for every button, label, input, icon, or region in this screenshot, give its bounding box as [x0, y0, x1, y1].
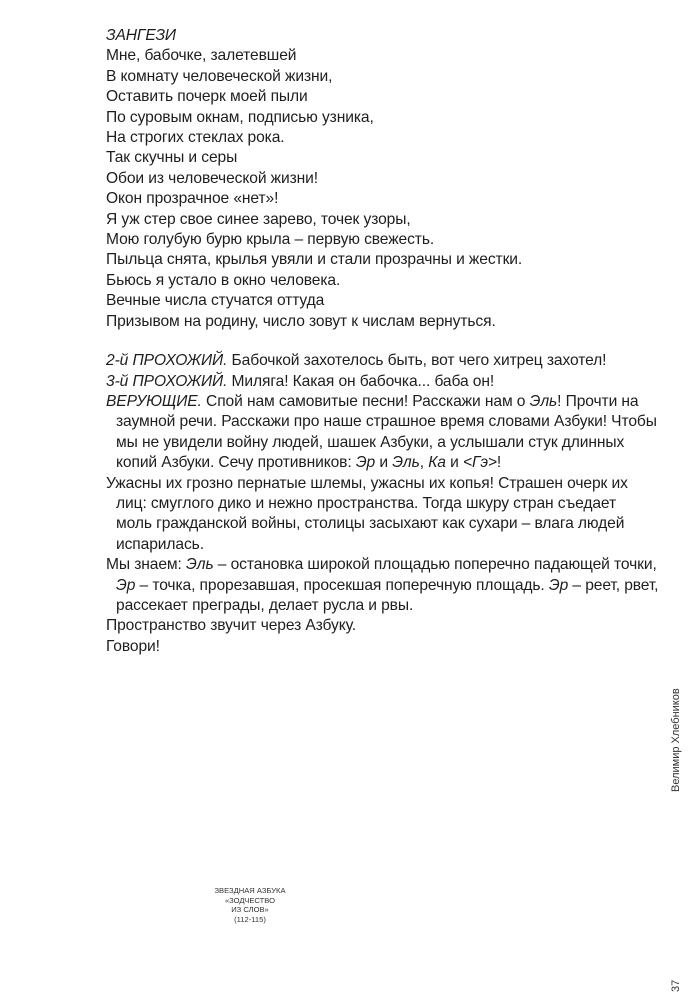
- poem-line: На строгих стеклах рока.: [106, 129, 285, 147]
- poem-line: Мне, бабочке, залетевшей: [106, 47, 297, 65]
- prose-line: Говори!: [106, 637, 160, 655]
- dialogue-believers: [106, 392, 657, 474]
- speaker-name: 3-й ПРОХОЖИЙ.: [106, 372, 228, 390]
- prose-paragraph: [106, 474, 626, 556]
- poem-line: Окон прозрачное «нет»!: [106, 190, 279, 208]
- poem-speaker: ЗАНГЕЗИ: [106, 27, 176, 44]
- speech-line: испарилась.: [116, 535, 204, 553]
- poem-line: Так скучны и серы: [106, 149, 238, 167]
- reference-line: ИЗ СЛОВ»: [231, 905, 269, 915]
- poem-line: Призывом на родину, число зовут к числам вернуться.: [106, 312, 496, 330]
- speech-line: Мы знаем: Эль – остановка широкой площадью поперечно падающей точки,: [106, 556, 657, 574]
- speech-text: Бабочкой захотелось быть, вот чего хитрец захотел!: [227, 352, 607, 370]
- poem-line: Обои из человеческой жизни!: [106, 169, 319, 187]
- speech-line: Ужасны их грозно пернатые шлемы, ужасны их копья! Страшен очерк их: [106, 474, 628, 492]
- speech-line: моль гражданской войны, столицы засыхают как сухари – влага людей: [116, 515, 625, 533]
- source-reference: [200, 886, 300, 924]
- main-text: [106, 26, 659, 657]
- poem-line: Пыльца снята, крылья увяли и стали прозрачны и жестки.: [106, 251, 523, 269]
- poem-line: Бьюсь я устало в окно человека.: [106, 271, 341, 289]
- poem-line: Вечные числа стучатся оттуда: [106, 292, 325, 310]
- poem-line: Оставить почерк моей пыли: [106, 88, 308, 106]
- poem-line: Я уж стер свое синее зарево, точек узоры,: [106, 210, 411, 228]
- stanza-gap: [106, 332, 626, 351]
- speaker-name: 2-й ПРОХОЖИЙ.: [106, 352, 228, 370]
- reference-line: «ЗОДЧЕСТВО: [224, 895, 276, 905]
- dialogue-passerby-2: [106, 351, 626, 371]
- prose-line: Пространство звучит через Азбуку.: [106, 617, 357, 635]
- speech-line: Эр – точка, прорезавшая, просекшая поперечную площадь. Эр – реет, рвет,: [116, 576, 659, 594]
- poem-line: Мою голубую бурю крыла – первую свежесть.: [106, 231, 435, 249]
- reference-line: ЗВЕЗДНАЯ АЗБУКА: [214, 886, 286, 895]
- speech-line: копий Азбуки. Сечу противников: Эр и Эль, Ка и <Гэ>!: [116, 454, 502, 472]
- page-number: 37: [670, 979, 682, 992]
- speech-line: лиц: смуглого дико и нежно пространства. Тогда шкуру стран съедает: [116, 494, 617, 512]
- reference-line: (112-115): [234, 914, 266, 924]
- prose-paragraph: [106, 555, 659, 616]
- speech-line: рассекает преграды, делает русла и рвы.: [116, 596, 414, 614]
- running-author-name: Велимир Хлебников: [670, 688, 682, 792]
- dialogue-passerby-3: [106, 372, 626, 392]
- speaker-name: ВЕРУЮЩИЕ.: [106, 392, 202, 410]
- speech-line: ВЕРУЮЩИЕ. Спой нам самовитые песни! Расскажи нам о Эль! Прочти на: [106, 392, 639, 410]
- speech-line: заумной речи. Расскажи про наше страшное время словами Азбуки! Чтобы: [116, 413, 657, 431]
- poem-line: В комнату человеческой жизни,: [106, 67, 333, 85]
- poem-line: По суровым окнам, подписью узника,: [106, 108, 374, 126]
- speech-line: мы не увидели войну людей, шашек Азбуки, а услышали стук длинных: [116, 433, 625, 451]
- speech-text: Миляга! Какая он бабочка... баба он!: [227, 372, 495, 390]
